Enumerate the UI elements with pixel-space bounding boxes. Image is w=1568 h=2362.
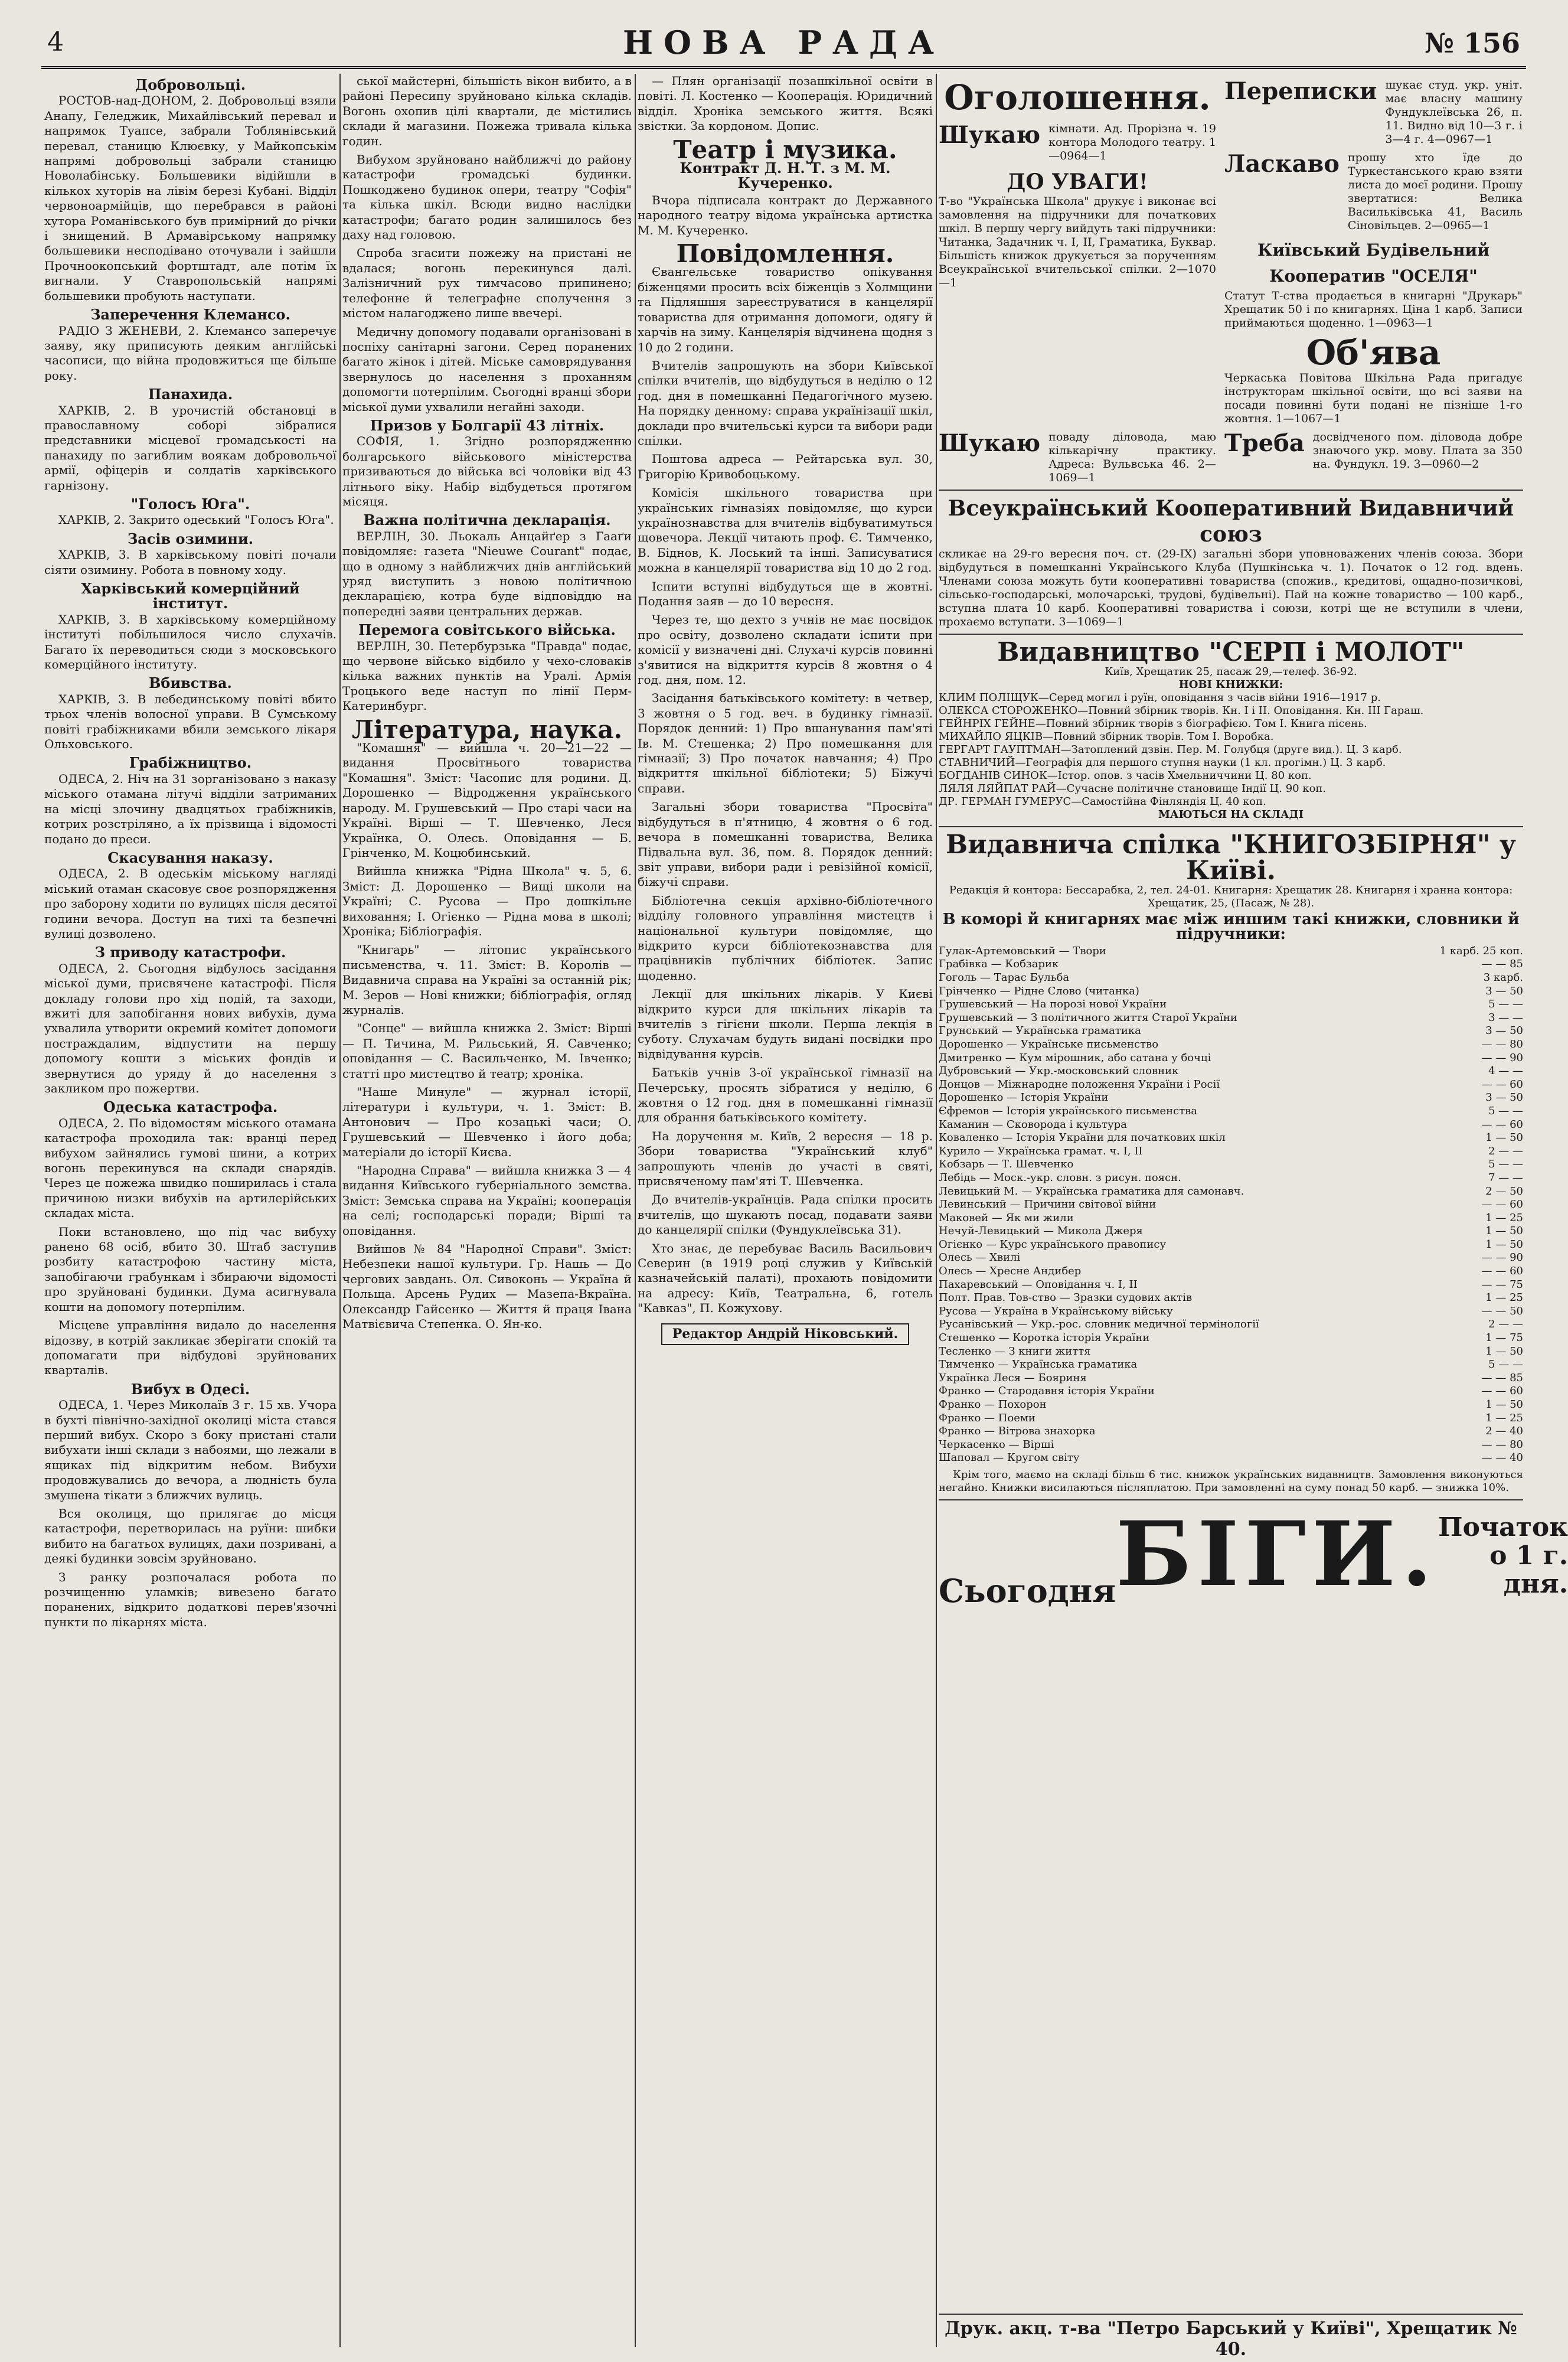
price-list-row — [939, 971, 1523, 985]
price-list-row — [939, 1398, 1523, 1412]
price-list-row — [939, 1012, 1523, 1025]
price-list-row — [939, 1172, 1523, 1185]
book-title: Франко — Поеми — [939, 1411, 1035, 1424]
book-price: 2 — 40 — [1485, 1425, 1523, 1438]
book-title: Черкасенко — Вірші — [939, 1438, 1054, 1451]
ad-keyword: Шукаю — [939, 429, 1041, 457]
ad-text: досвідченого пом. діловода добре знаючого укр. мову. Плата за 350 на. Фундукл. 19. 3—0960—2 — [1312, 430, 1523, 471]
article-heading: Важна політична декларація. — [363, 511, 611, 529]
book-list-item: ГЕЙНРІХ ГЕЙНЕ—Повний збірник творів з біографією. Том I. Книга пісень. — [939, 717, 1367, 730]
book-price: — — 40 — [1481, 1451, 1523, 1464]
price-list-row — [939, 1291, 1523, 1305]
book-price: — — 60 — [1481, 1385, 1523, 1398]
book-title: Кобзарь — Т. Шевченко — [939, 1158, 1074, 1171]
article-paragraph: Загальні збори товариства "Просвіта" відбудуться в п'ятницю, 4 жовтня о 6 год. вечора в помешканні товариства, Велика Підвальна вул. 36, пом. 8. Порядок денний: звіт управи, вибори ради і ревізійної комісії, біжучі справи. — [638, 800, 933, 889]
book-price: — — 60 — [1481, 1265, 1523, 1278]
column-divider — [339, 74, 341, 2347]
book-title: Шаповал — Кругом світу — [939, 1451, 1080, 1464]
book-title: Полт. Прав. Тов-ство — Зразки судових актів — [939, 1291, 1193, 1304]
article-paragraph: Хто знає, де перебуває Василь Васильович Северин (в 1919 році служив у Київській казначейській палаті), прохають повідомити на адресу: Київ, Театральна, 6, готель "Кавказ", П. Кожухову. — [638, 1241, 933, 1316]
article-paragraph: ВЕРЛІН, 30. Петербурзька "Правда" подає, що червоне військо відбило у чехо-словаків кілька важних пунктів на Уралі. Армія Троцького веде наступ по лінії Перм-Катеринбург. — [342, 638, 632, 713]
book-price: 3 — 50 — [1485, 1025, 1523, 1038]
price-list-row — [939, 958, 1523, 971]
book-price: — — 60 — [1481, 1198, 1523, 1211]
book-price: — — 85 — [1481, 958, 1523, 971]
book-title: Грабівка — Кобзарик — [939, 958, 1059, 971]
book-price: — — 60 — [1481, 1118, 1523, 1131]
book-title: Єфремов — Історія українського письменства — [939, 1104, 1198, 1117]
price-list-row — [939, 1358, 1523, 1372]
article-paragraph: РОСТОВ-над-ДОНОМ, 2. Добровольці взяли Анапу, Геледжик, Михайлівський перевал и напрямок Туапсе, забрали Тоблянівський перевал, станицю Клюєвку, у Майкопськім напрямі добровольці забрали станицю Новолабінську. Большевики відійшли в кількох хуторів на лівім березі Кубані. Відділ червоноармійців, що перебрався в районі хутора Романівського був примірний до річки і знищений. В Армавірському напрямку большевики несподівано оточували і зайшли Прочноокопський фортштадт, але потім їх вигнали. У Ставропольській напрямі большевики пробують наступати. — [44, 93, 337, 303]
article-paragraph: — Плян організації позашкільної освіти в повіті. Л. Костенко — Кооперація. Юридичний відділ. Хроніка земського життя. Всякі звістки. За кордоном. Допис. — [638, 74, 933, 133]
article-paragraph: ХАРКІВ, 3. В харківському комерційному інституті побільшилося число слухачів. Багато їх переводиться сюди з московського комерційного інституту. — [44, 612, 337, 672]
book-title: Огієнко — Курс українського правопису — [939, 1238, 1167, 1251]
book-title: Олесь — Хресне Андибер — [939, 1265, 1082, 1278]
ad-block-top — [939, 74, 1523, 491]
price-list-row — [939, 1265, 1523, 1278]
article-paragraph: До вчителів-українців. Рада спілки просить вчителів, що шукають посад, подавати заяви до канцелярії спілки (Фундуклеївська 31). — [638, 1192, 933, 1237]
article-paragraph: ХАРКІВ, 2. Закрито одеський "Голосъ Юга". — [58, 513, 334, 527]
article-paragraph: Вся околиця, що прилягає до місця катастрофи, перетворилась на руїни: шибки вибито на багатьох вулицях, дахи позривані, а деякі будинки зовсім зруйновано. — [44, 1506, 337, 1566]
book-price: 2 — — — [1488, 1144, 1523, 1157]
article-paragraph: Бібліотечна секція архівно-бібліотечного відділу головного управління мистецтв і національної культури повідомляє, що відкрито курси бібліотекознавства для працівників публічних бібліотек. Запис щоденно. — [638, 893, 933, 983]
article-paragraph: Медичну допомогу подавали організовані в поспіху санітарні загони. Серед поранених багато жінок і дітей. Міське самоврядування звернулось до населення з проханням допомогти потерпілим. Сьогодні вранці збори міської думи ухвалили негайні заходи. — [342, 324, 632, 414]
book-price: — — 75 — [1481, 1278, 1523, 1291]
book-price: 4 — — — [1488, 1065, 1523, 1078]
ad-block-cooperative — [939, 491, 1523, 635]
article-heading: Вбивства. — [149, 674, 232, 692]
book-price: 3 — — — [1488, 1011, 1523, 1024]
book-list-item: КЛИМ ПОЛІЩУК—Серед могил і руїн, оповідання з часів війни 1916—1917 р. — [939, 691, 1381, 704]
article-paragraph: "Сонце" — вийшла книжка 2. Зміст: Вірші — П. Тичина, М. Рильський, Я. Савченко; оповідання — С. Васильченко, М. Івченко; статті про мистецтво й театр; хроніка. — [342, 1021, 632, 1081]
article-paragraph: На доручення м. Київ, 2 вересня — 18 р. Збори товариства "Український клуб" запрошують членів до участі в святі, присвяченому пам'яті Т. Шевченка. — [638, 1128, 933, 1189]
article-paragraph: Спроба згасити пожежу на пристані не вдалася; вогонь перекинувся далі. Залізничний рух тимчасово припинено; телефонне й телеграфне сполучення з містом налагоджено лише ввечері. — [342, 246, 632, 321]
price-list-row — [939, 1251, 1523, 1265]
article-paragraph: Вийшов № 84 "Народної Справи". Зміст: Небезпеки нашої культури. Гр. Нашь — До чергових завдань. Ол. Сивоконь — Україна й Польща. Арсень Рудих — Мазепа-Вкраїна. Олександр Гайсенко — Життя й праця Івана Матвієвича Степенка. О. Ян-ко. — [342, 1242, 632, 1332]
article-paragraph: Батьків учнів 3-ої української гімназії на Печерську, просять зібратися у неділю, 6 жовтня о 12 год. дня в помешканні гімназії для обрання батьківського комітету. — [638, 1065, 933, 1125]
ad-text: Статут Т-ства продається в книгарні "Друкарь" Хрещатик 50 і по книгарнях. Ціна 1 карб. Записи приймаються щоденно. 1—0963—1 — [1224, 289, 1523, 329]
banner-right-text: Початок о 1 г. дня. — [1438, 1512, 1568, 1599]
book-title: Дорошенко — Історія України — [939, 1091, 1109, 1104]
article-heading: Засів озимини. — [127, 530, 254, 547]
price-list-row — [939, 1025, 1523, 1038]
ad-text: прошу хто їде до Туркестанського краю взяти листа до моєї родини. Прошу звертатися: Велика Васильківська 41, Василь Сіновільцев. 2—0965—1 — [1347, 151, 1523, 232]
masthead — [41, 24, 1526, 65]
article-heading: Вибух в Одесі. — [130, 1380, 250, 1398]
notice-heading: ДО УВАГИ! — [1007, 169, 1148, 194]
ad-block-serp-i-molot — [939, 635, 1523, 827]
newspaper-title: НОВА РАДА — [622, 24, 945, 61]
article-paragraph: Вчителів запрошують на збори Київської спілки вчителів, що відбудуться в неділю о 12 год. дня в помешканні Педагогічного музею. На порядку денному: справа українізації шкіл, доклади про вчительські курси та вибори ради спілки. — [638, 358, 933, 448]
news-column-2 — [342, 74, 632, 2347]
book-title: Грушевський — З політичного життя Старої України — [939, 1011, 1237, 1024]
price-list-row — [939, 1305, 1523, 1319]
book-price: 5 — — — [1488, 1104, 1523, 1117]
book-title: Грінченко — Рідне Слово (читанка) — [939, 984, 1139, 997]
price-list-row — [939, 1345, 1523, 1359]
book-title: Франко — Похорон — [939, 1398, 1047, 1411]
price-list-row — [939, 1425, 1523, 1438]
book-title: Русанівський — Укр.-рос. словник медичної термінології — [939, 1318, 1259, 1331]
article-paragraph: Вибухом зруйновано найближчі до району катастрофи громадські будинки. Пошкоджено будинок опери, театру "Софія" та кілька шкіл. Всюди видно наслідки катастрофи; багато родин залишилось без даху над головою. — [342, 152, 632, 242]
book-price: 1 — 50 — [1485, 1238, 1523, 1251]
article-paragraph: "Наше Минуле" — журнал історії, літератури і культури, ч. 1. Зміст: В. Антонович — Про козацькі часи; О. Грушевський — Шевченко і його доба; матеріали до історії Києва. — [342, 1085, 632, 1159]
ad-banner-bihy — [939, 1500, 1568, 1610]
book-price: 1 — 50 — [1485, 1131, 1523, 1144]
book-price: 1 — 50 — [1485, 1225, 1523, 1238]
article-paragraph: ОДЕСА, 1. Через Миколаїв 3 г. 15 хв. Учора в бухті північно-західної околиці міста стався перший вибух. Скоро з боку пристані стали вибухати інші склади з набоями, що лежали в ящиках під відкритим небом. Вибухи продовжувались до вечора, а людність була змушена тікати з ближчих вулиць. — [44, 1398, 337, 1502]
book-title: Донцов — Міжнародне положення України і Росії — [939, 1078, 1220, 1091]
price-list-row — [939, 1412, 1523, 1425]
news-column-1 — [44, 74, 337, 2347]
article-heading: З приводу катастрофи. — [94, 944, 286, 961]
book-price: 5 — — — [1488, 1158, 1523, 1171]
article-paragraph: "Народна Справа" — вийшла книжка 3 — 4 видання Київського губерніального земства. Зміст: Земська справа на Україні; кооперація на селі; господарські поради; Вірші та оповідання. — [342, 1163, 632, 1238]
price-list-row — [939, 1145, 1523, 1159]
book-price: 3 карб. — [1483, 971, 1523, 984]
ad-heading: Об'ява — [1306, 332, 1441, 373]
article-heading: Контракт Д. Н. Т. з М. М. Кучеренко. — [680, 159, 891, 192]
book-price: 3 — 50 — [1485, 1091, 1523, 1104]
price-list-row — [939, 1078, 1523, 1092]
price-list-row — [939, 1185, 1523, 1199]
book-list-item: ЛЯЛЯ ЛЯЙПАТ РАЙ—Сучасне політичне становище Індії Ц. 90 коп. — [939, 782, 1327, 795]
ad-text: шукає студ. укр. уніт. має власну машину Фундуклеївська 26, п. 11. Видно від 10—3 г. і 3—4 г. 4—0967—1 — [1385, 79, 1523, 146]
ad-text: Черкаська Повітова Шкільна Рада пригадує інструкторам шкільної освіти, що всі заяви на посади повинні бути подані не пізніше 1-го жовтня. 1—1067—1 — [1224, 371, 1523, 425]
article-heading: Панахида. — [148, 386, 233, 403]
book-title: Грушевський — На порозі нової України — [939, 998, 1167, 1011]
price-list-row — [939, 1158, 1523, 1172]
price-list-row — [939, 1372, 1523, 1385]
book-price: 1 — 25 — [1485, 1411, 1523, 1424]
article-paragraph: ХАРКІВ, 3. В лебединському повіті вбито трьох членів волосної управи. В Сумському повіті грабіжниками вбили земського лікаря Ольховського. — [44, 691, 337, 752]
book-title: Коваленко — Історія України для початкових шкіл — [939, 1131, 1226, 1144]
price-list-row — [939, 985, 1523, 999]
article-heading: "Голосъ Юга". — [130, 495, 250, 513]
book-price: — — 80 — [1481, 1438, 1523, 1451]
book-title: Стешенко — Коротка історія України — [939, 1332, 1150, 1345]
book-price: 5 — — — [1488, 1358, 1523, 1371]
book-title: Лебідь — Моск.-укр. словн. з рисун. поясн. — [939, 1171, 1181, 1184]
book-title: Дорошенко — Українське письменство — [939, 1038, 1159, 1050]
article-paragraph: ОДЕСА, 2. Сьогодня відбулось засідання міської думи, присвячене катастрофі. Після докладу голови про хід подій, та заходи, вжиті для запобігання нових вибухів, дума ухвалила утворити окремий комітет допомоги постраждалим, відпустити на першу допомогу кошти з міських фондів и звернутися до уряду й до населення з закликом про пожертви. — [44, 961, 337, 1095]
book-title: Пахаревський — Оповідання ч. I, II — [939, 1278, 1138, 1291]
ad-text: поваду діловода, маю кількарічну практику. Адреса: Вульвська 46. 2—1069—1 — [1048, 430, 1216, 484]
price-list-row — [939, 998, 1523, 1012]
price-list-row — [939, 1065, 1523, 1078]
book-title: Левинський — Причини світової війни — [939, 1198, 1157, 1211]
article-paragraph: Вчора підписала контракт до Державного народного театру відома українська артистка М. М. Кучеренко. — [638, 193, 933, 237]
book-price: — — 60 — [1481, 1078, 1523, 1091]
page-number: 4 — [47, 27, 64, 57]
book-title: Грунський — Українська граматика — [939, 1025, 1141, 1038]
article-paragraph: Євангельське товариство опікування біженцями просить всіх біженців з Холмщини та Підляшшя зареєструватися в канцелярії товариства для отримання допомоги, одягу й харчів на зиму. Канцелярія відчинена щодня з 10 до 2 години. — [638, 265, 933, 354]
ad-address: Київ, Хрещатик 25, пасаж 29,—телеф. 36-92. — [1105, 665, 1357, 678]
book-title: Дубровський — Укр.-московський словник — [939, 1065, 1179, 1078]
book-price: 1 карб. 25 коп. — [1439, 944, 1523, 957]
book-price: — — 50 — [1481, 1304, 1523, 1317]
book-list-item: ОЛЕКСА СТОРОЖЕНКО—Повний збірник творів. Кн. I і II. Оповідання. Кн. III Гараш. — [939, 704, 1424, 717]
book-title: Франко — Вітрова знахорка — [939, 1425, 1096, 1438]
book-title: Русова — Україна в Українському війську — [939, 1304, 1173, 1317]
ad-heading: Київський Будівельний Кооператив "ОСЕЛЯ" — [1257, 240, 1490, 286]
price-list-row — [939, 1225, 1523, 1238]
ad-keyword: Переписки — [1224, 77, 1377, 105]
banner-main-text: БІГИ. — [1116, 1502, 1439, 1606]
ad-keyword: Шукаю — [939, 121, 1041, 149]
book-price: 1 — 25 — [1485, 1211, 1523, 1224]
article-paragraph: ХАРКІВ, 2. В урочистій обстановці в православному соборі зібралися представники місцевої громадськості на панахиду по загиблим воякам добровольчої армії, офіцерів и солдатів харківського гарнізону. — [44, 403, 337, 492]
ad-text: скликає на 29-го вересня поч. ст. (29-IX) загальні збори уповноважених членів союза. Збори відбудуться в помешканні Українського Клуба (Пушкінська ч. 1). Початок о 12 год. вдень. Членами союза можуть бути кооперативні товариства (спожив., кредитові, ощадно-позичкові, сільсько-господарські, молочарські, трудові, будівельні). Пай на кожне товариство — 100 карб., вступна плата 10 карб. Кооперативні товариства і союзи, котрі ще не вступили в члени, прохаємо вступати. 3—1069—1 — [939, 547, 1523, 628]
price-list-row — [939, 1118, 1523, 1132]
book-title: Тимченко — Українська граматика — [939, 1358, 1138, 1371]
ad-keyword: Ласкаво — [1224, 150, 1340, 178]
book-title: Олесь — Хвилі — [939, 1251, 1021, 1264]
article-heading: Скасування наказу. — [107, 849, 273, 866]
article-paragraph: Через те, що дехто з учнів не має посвідок про освіту, дозволено складати іспити при комісії у визначені дні. Слухачі курсів повинні з'явитися на відкриття курсів 8 жовтня о 4 год. дня, пом. 12. — [638, 612, 933, 687]
book-price: 2 — 50 — [1485, 1185, 1523, 1198]
issue-number: № 156 — [1424, 27, 1520, 59]
article-paragraph: Поштова адреса — Рейтарська вул. 30, Григорію Кривобоцькому. — [638, 452, 933, 481]
price-list-row — [939, 1238, 1523, 1252]
price-list-row — [939, 1198, 1523, 1212]
article-paragraph: Комісія шкільного товариства при українських гімназіях повідомляє, що курси українознавства для вчителів відбуватимуться щовечора. Лекції читають проф. Є. Тимченко, В. Біднов, К. Лоський та інші. Записуватися можна в канцелярії товариства від 10 до 2 год. — [638, 485, 933, 575]
article-paragraph: Засідання батьківського комітету: в четвер, 3 жовтня о 5 год. веч. в будинку гімназії. Порядок денний: 1) Про вшанування пам'яті Ів. М. Стешенка; 2) Про помешкання для гімназії; 3) Про початок навчання; 4) Про відкриття шкільної бібліотеки; 5) Біжучі справи. — [638, 691, 933, 795]
article-paragraph: ОДЕСА, 2. По відомостям міського отамана катастрофа проходила так: вранці перед вибухом зайнялись гумові шини, а котрих вогонь перекинувся на склади снарядів. Через це пожежа швидко поширилась і стала причиною низки вибухів на артилерійських складах міста. — [44, 1115, 337, 1221]
book-title: Левицький М. — Українська граматика для самонавч. — [939, 1185, 1244, 1198]
header-rule — [41, 66, 1526, 69]
column-divider — [635, 74, 636, 2347]
news-column-3 — [638, 74, 933, 2347]
book-price: 2 — — — [1488, 1318, 1523, 1331]
advertisements-column — [939, 74, 1568, 2347]
article-paragraph: Вийшла книжка "Рідна Школа" ч. 5, 6. Зміст: Д. Дорошенко — Вищі школи на Україні; С. Русова — Про дошкільне виховання; І. Огієнко — Рідна мова в школі; Хроніка; Бібліографія. — [342, 864, 632, 938]
notice-text: Т-во "Українська Школа" друкує і виконає всі замовлення на підручники для початкових шкіл. В першу чергу вийдуть такі підручники: Читанка, Задачник ч. I, II, Граматика, Буквар. Більшість книжок друкується за порученням Всеукраїнської вчительської спілки. 2—1070—1 — [939, 195, 1216, 289]
article-paragraph: СОФІЯ, 1. Згідно розпорядженню болгарського військового міністерства призиваються до війська всі чоловіки від 43 літнього віку. Набір відбудеться протягом місяця. — [342, 434, 632, 508]
price-list-row — [939, 945, 1523, 958]
price-list — [939, 945, 1523, 1465]
book-title: Франко — Стародавня історія України — [939, 1385, 1155, 1398]
article-heading: Перемога совітського війська. — [358, 621, 616, 639]
article-heading: Заперечення Клемансо. — [90, 306, 290, 324]
book-title: Українка Леся — Бояриня — [939, 1371, 1087, 1384]
article-paragraph: Поки встановлено, що під час вибуху ранено 68 осіб, вбито 30. Штаб заступив розбиту катастрофою частину міста, запобігаючи грабункам і збираючи відомості про зруйновані будинки. Дума асигнувала кошти на допомогу потерпілим. — [44, 1224, 337, 1314]
price-list-row — [939, 1451, 1523, 1465]
ad-subheading: В коморі й книгарнях має між иншим такі книжки, словники й підручники: — [942, 911, 1520, 944]
book-title: Нечуй-Левицький — Микола Джеря — [939, 1225, 1143, 1238]
article-paragraph: ХАРКІВ, 3. В харківському повіті почали сіяти озимину. Робота в повному ходу. — [44, 547, 337, 577]
price-list-row — [939, 1278, 1523, 1292]
book-price: 1 — 75 — [1485, 1332, 1523, 1345]
ad-heading: Видавництво "СЕРП і МОЛОТ" — [997, 637, 1465, 667]
book-title: Маковей — Як ми жили — [939, 1211, 1074, 1224]
article-heading: Повідомлення. — [676, 239, 894, 269]
book-title: Дмитренко — Кум мірошник, або сатана у бочці — [939, 1051, 1211, 1064]
price-list-row — [939, 1052, 1523, 1065]
article-paragraph: ської майстерні, більшість вікон вибито, а в районі Пересипу зруйновано кілька складів. Вогонь охопив цілі квартали, де містились склади й магазини. Пожежа тривала кілька годин. — [342, 74, 632, 148]
price-list-row — [939, 1385, 1523, 1398]
book-title: Гулак-Артемовський — Твори — [939, 944, 1106, 957]
ad-note: МАЮТЬСЯ НА СКЛАДІ — [1158, 808, 1304, 821]
article-paragraph: РАДІО З ЖЕНЕВИ, 2. Клемансо заперечує заяву, яку приписують деяким англійські часописи, що війна продовжиться ще більше року. — [44, 323, 337, 383]
book-price: 1 — 25 — [1485, 1291, 1523, 1304]
article-paragraph: З ранку розпочалася робота по розчищенню уламків; вивезено багато поранених, відкрито додаткові перев'язочні пункти по лікарнях міста. — [44, 1570, 337, 1629]
price-list-row — [939, 1318, 1523, 1332]
article-paragraph: ОДЕСА, 2. В одеськім міському нагляді міський отаман скасовує своє розпорядження про заборону ходити по вулицях після десятої години вечора. Доступ на тихі та безпечні вулиці дозволено. — [44, 866, 337, 941]
book-title: Гоголь — Тарас Бульба — [939, 971, 1070, 984]
article-heading: Театр і музика. — [673, 135, 897, 164]
book-title: Тесленко — З книги життя — [939, 1345, 1091, 1358]
ad-block-knyhozbirnia — [939, 827, 1523, 1500]
book-title: Каманин — Сковорода і культура — [939, 1118, 1127, 1131]
advertisements-heading: Оголошення. — [944, 77, 1211, 118]
article-heading: Харківський комерційний інститут. — [81, 580, 300, 612]
ad-text: кімнати. Ад. Прорізна ч. 19 контора Молодого театру. 1—0964—1 — [1048, 122, 1216, 162]
book-list-item: ГЕРГАРТ ГАУПТМАН—Затоплений дзвін. Пер. М. Голубця (друге вид.). Ц. 3 карб. — [939, 743, 1402, 756]
article-paragraph: "Книгарь" — літопис українського письменства, ч. 11. Зміст: В. Королів — Видавнича справа на Україні за останній рік; М. Зеров — Нові книжки; бібліографія, огляд журналів. — [342, 942, 632, 1017]
book-price: 1 — 50 — [1485, 1345, 1523, 1358]
banner-left-text: Сьогодня — [939, 1571, 1116, 1610]
book-list-item: МИХАЙЛО ЯЦКІВ—Повний збірник творів. Том I. Воробка. — [939, 730, 1274, 743]
article-paragraph: Іспити вступні відбудуться ще в жовтні. Подання заяв — до 10 вересня. — [638, 579, 933, 608]
book-list-item: СТАВНИЧИЙ—Географія для першого ступня науки (1 кл. прогімн.) Ц. 3 карб. — [939, 756, 1386, 769]
article-paragraph: ВЕРЛІН, 30. Льокаль Анцайґер з Гааґи повідомляє: газета "Nieuwe Courant" подає, що в одному з найближчих днів англійський уряд виступить з новою політичною декларацією, котра буде відповіддю на попередні заяви центральних держав. — [342, 528, 632, 618]
price-list-row — [939, 1105, 1523, 1118]
book-price: — — 85 — [1481, 1371, 1523, 1384]
printer-imprint: Друк. акц. т-ва "Петро Барський у Київі", Хрещатик № 40. — [939, 2314, 1523, 2360]
ad-note: Крім того, маємо на складі більш 6 тис. книжок українських видавництв. Замовлення виконуються негайно. Книжки висилаються післяплатою. При замовленні на суму понад 50 карб. — знижка 10%. — [939, 1468, 1523, 1494]
article-heading: Література, наука. — [351, 715, 623, 744]
price-list-row — [939, 1438, 1523, 1452]
price-list-row — [939, 1332, 1523, 1345]
editor-signature: Редактор Андрій Ніковський. — [661, 1323, 909, 1345]
book-price: 1 — 50 — [1485, 1398, 1523, 1411]
ad-subheading: НОВІ КНИЖКИ: — [1178, 678, 1283, 691]
article-paragraph: ОДЕСА, 2. Ніч на 31 зорганізовано з наказу міського отамана літучі відділи затриманих на місці злочину двадцятьох грабіжників, котрих розстріляно, а їх прізвища і відомості подано до преси. — [44, 771, 337, 846]
article-heading: Призов у Болгарії 43 літніх. — [370, 416, 605, 434]
ad-address: Редакція й контора: Бессарабка, 2, тел. 24-01. Книгарня: Хрещатик 28. Книгарня і хранна контора: Хрещатик, 25, (Пасаж, № 28). — [949, 884, 1513, 909]
book-list-item: ДР. ГЕРМАН ГУМЕРУС—Самостійна Фінляндія Ц. 40 коп. — [939, 795, 1266, 808]
book-price: — — 80 — [1481, 1038, 1523, 1050]
price-list-row — [939, 1038, 1523, 1052]
book-price: 7 — — — [1488, 1171, 1523, 1184]
book-list — [939, 691, 1523, 808]
book-price: 3 — 50 — [1485, 984, 1523, 997]
price-list-row — [939, 1091, 1523, 1105]
article-heading: Одеська катастрофа. — [103, 1098, 278, 1116]
book-title: Курило — Українська грамат. ч. I, II — [939, 1144, 1143, 1157]
book-price: — — 90 — [1481, 1051, 1523, 1064]
article-paragraph: Місцеве управління видало до населення відозву, в котрій закликає зберігати спокій та допомагати при відбудові зруйнованих кварталів. — [44, 1318, 337, 1378]
ad-heading: Всеукраїнський Кооперативний Видавничий союз — [948, 496, 1514, 547]
article-paragraph: "Комашня" — вийшла ч. 20—21—22 — видання Просвітнього товариства "Комашня". Зміст: Часопис для родини. Д. Дорошенко — Відродження українського народу. М. Грушевський — Про старі часи на Україні. Вірші — Т. Шевченко, Леся Українка, О. Олесь. Оповідання — Б. Грінченко, М. Коцюбинський. — [342, 740, 632, 860]
price-list-row — [939, 1131, 1523, 1145]
book-list-item: БОГДАНІВ СИНОК—Істор. опов. з часів Хмельниччини Ц. 80 коп. — [939, 769, 1312, 782]
article-heading: Грабіжництво. — [129, 754, 252, 772]
price-list-row — [939, 1212, 1523, 1225]
ad-heading: Видавнича спілка "КНИГОЗБІРНЯ" у Київі. — [945, 830, 1517, 886]
article-paragraph: Лекції для шкільних лікарів. У Києві відкрито курси для шкільних лікарів та вчителів з гігієни школи. Перша лекція в суботу. Слухачам будуть видані посвідки про відвідування курсів. — [638, 987, 933, 1061]
article-heading: Добровольці. — [135, 76, 246, 93]
book-price: — — 90 — [1481, 1251, 1523, 1264]
book-price: 5 — — — [1488, 998, 1523, 1011]
column-divider — [936, 74, 937, 2347]
ad-keyword: Треба — [1224, 429, 1305, 457]
